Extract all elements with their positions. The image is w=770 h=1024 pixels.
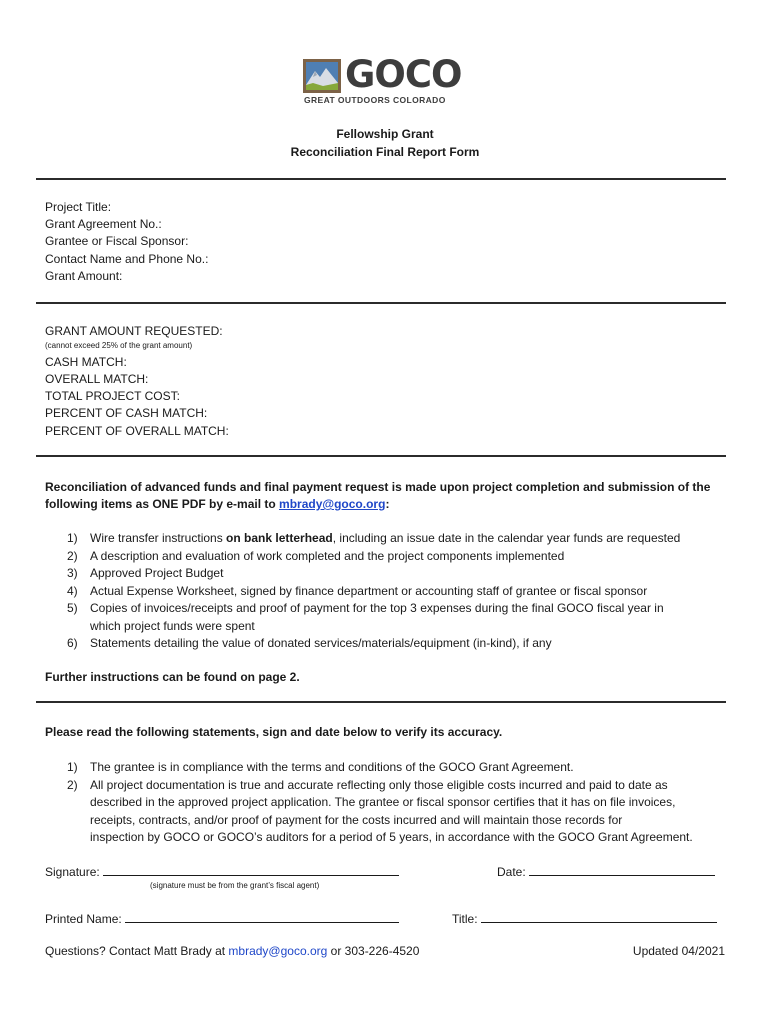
section-divider	[36, 302, 726, 304]
reconciliation-intro-end: :	[385, 497, 390, 511]
printed-name-label: Printed Name:	[45, 912, 122, 926]
list-number: 6)	[67, 636, 78, 650]
reconciliation-intro-line2	[45, 496, 389, 514]
verification-statements	[45, 759, 735, 847]
list-number: 5)	[67, 601, 78, 615]
footer-email-link[interactable]: mbrady@goco.org	[228, 944, 328, 958]
list-item-text: described in the approved project application. The grantee or fiscal sponsor certifies that it has on file invoices,	[90, 795, 676, 809]
signature-line[interactable]	[103, 864, 399, 876]
date-label: Date:	[497, 865, 526, 879]
mountain-landscape-icon	[303, 59, 341, 93]
signature-note: (signature must be from the grant’s fiscal agent)	[150, 881, 320, 890]
required-items-list	[45, 530, 735, 653]
grant-amount-requested-field: GRANT AMOUNT REQUESTED:	[45, 324, 223, 338]
list-number: 1)	[67, 760, 78, 774]
logo-wordmark: GOCO	[345, 53, 462, 96]
footer-contact-text: Questions? Contact Matt Brady at	[45, 944, 229, 958]
section-divider	[36, 701, 726, 703]
title-label: Title:	[452, 912, 478, 926]
date-row	[497, 864, 715, 882]
percent-cash-match-field: PERCENT OF CASH MATCH:	[45, 406, 208, 420]
signature-label: Signature:	[45, 865, 100, 879]
list-item-emphasis: on bank letterhead	[226, 531, 333, 545]
reconciliation-intro-text: following items as ONE PDF by e-mail to	[45, 497, 280, 511]
list-item	[45, 635, 735, 653]
further-instructions: Further instructions can be found on page 2.	[45, 670, 300, 684]
title-line[interactable]	[481, 911, 717, 923]
grant-amount-requested-note: (cannot exceed 25% of the grant amount)	[45, 341, 193, 350]
logo-tagline: GREAT OUTDOORS COLORADO	[304, 95, 446, 105]
reconciliation-intro-line1: Reconciliation of advanced funds and final payment request is made upon project completion and submission of the	[45, 480, 711, 494]
list-item	[45, 583, 735, 601]
signature-row	[45, 864, 399, 882]
list-item	[45, 530, 735, 548]
list-item	[45, 600, 735, 635]
list-item-text: A description and evaluation of work completed and the project components implemented	[90, 548, 565, 563]
list-item-text: Actual Expense Worksheet, signed by finance department or accounting staff of grantee or fiscal sponsor	[90, 583, 648, 598]
goco-logo	[303, 53, 468, 107]
email-link[interactable]: mbrady@goco.org	[279, 497, 386, 511]
list-number: 3)	[67, 566, 78, 580]
list-item	[45, 777, 735, 847]
list-item-text: , including an issue date in the calendar year funds are requested	[332, 531, 681, 545]
overall-match-field: OVERALL MATCH:	[45, 372, 149, 386]
date-line[interactable]	[529, 864, 715, 876]
form-title-line2: Reconciliation Final Report Form	[290, 145, 480, 159]
list-item-text: The grantee is in compliance with the terms and conditions of the GOCO Grant Agreement.	[90, 760, 574, 774]
list-item	[45, 759, 735, 777]
list-item-text: All project documentation is true and accurate reflecting only those eligible costs incurred and paid to date as	[90, 777, 668, 792]
cash-match-field: CASH MATCH:	[45, 355, 127, 369]
grant-agreement-field: Grant Agreement No.:	[45, 217, 162, 231]
list-number: 4)	[67, 583, 78, 598]
list-number: 1)	[67, 531, 78, 545]
grant-amount-field: Grant Amount:	[45, 269, 123, 283]
updated-date: Updated 04/2021	[632, 944, 725, 958]
list-number: 2)	[67, 548, 78, 563]
contact-field: Contact Name and Phone No.:	[45, 252, 209, 266]
total-project-cost-field: TOTAL PROJECT COST:	[45, 389, 180, 403]
percent-overall-match-field: PERCENT OF OVERALL MATCH:	[45, 424, 229, 438]
list-item	[45, 565, 735, 583]
list-item-text: Statements detailing the value of donated services/materials/equipment (in-kind), if any	[90, 636, 552, 650]
list-item-text: Approved Project Budget	[90, 566, 224, 580]
list-item-text: Copies of invoices/receipts and proof of payment for the top 3 expenses during the final GOCO fiscal year in	[90, 601, 664, 615]
list-item-text: inspection by GOCO or GOCO’s auditors for a period of 5 years, in accordance with the GOCO Grant Agreement.	[90, 830, 693, 844]
printed-name-row	[45, 911, 399, 929]
list-number: 2)	[67, 777, 78, 792]
list-item-text: receipts, contracts, and/or proof of payment for the costs incurred and will maintain those records for	[90, 812, 623, 827]
footer-phone: or 303-226-4520	[327, 944, 420, 958]
section-divider	[36, 178, 726, 180]
project-title-field: Project Title:	[45, 200, 112, 214]
section-divider	[36, 455, 726, 457]
form-title-line1: Fellowship Grant	[336, 127, 434, 141]
list-item-text: Wire transfer instructions	[90, 531, 227, 545]
printed-name-line[interactable]	[125, 911, 399, 923]
list-item	[45, 548, 735, 566]
footer-contact	[45, 943, 419, 961]
grantee-field: Grantee or Fiscal Sponsor:	[45, 234, 189, 248]
list-item-text: which project funds were spent	[90, 618, 255, 633]
verify-heading: Please read the following statements, sign and date below to verify its accuracy.	[45, 725, 503, 739]
title-row	[452, 911, 717, 929]
